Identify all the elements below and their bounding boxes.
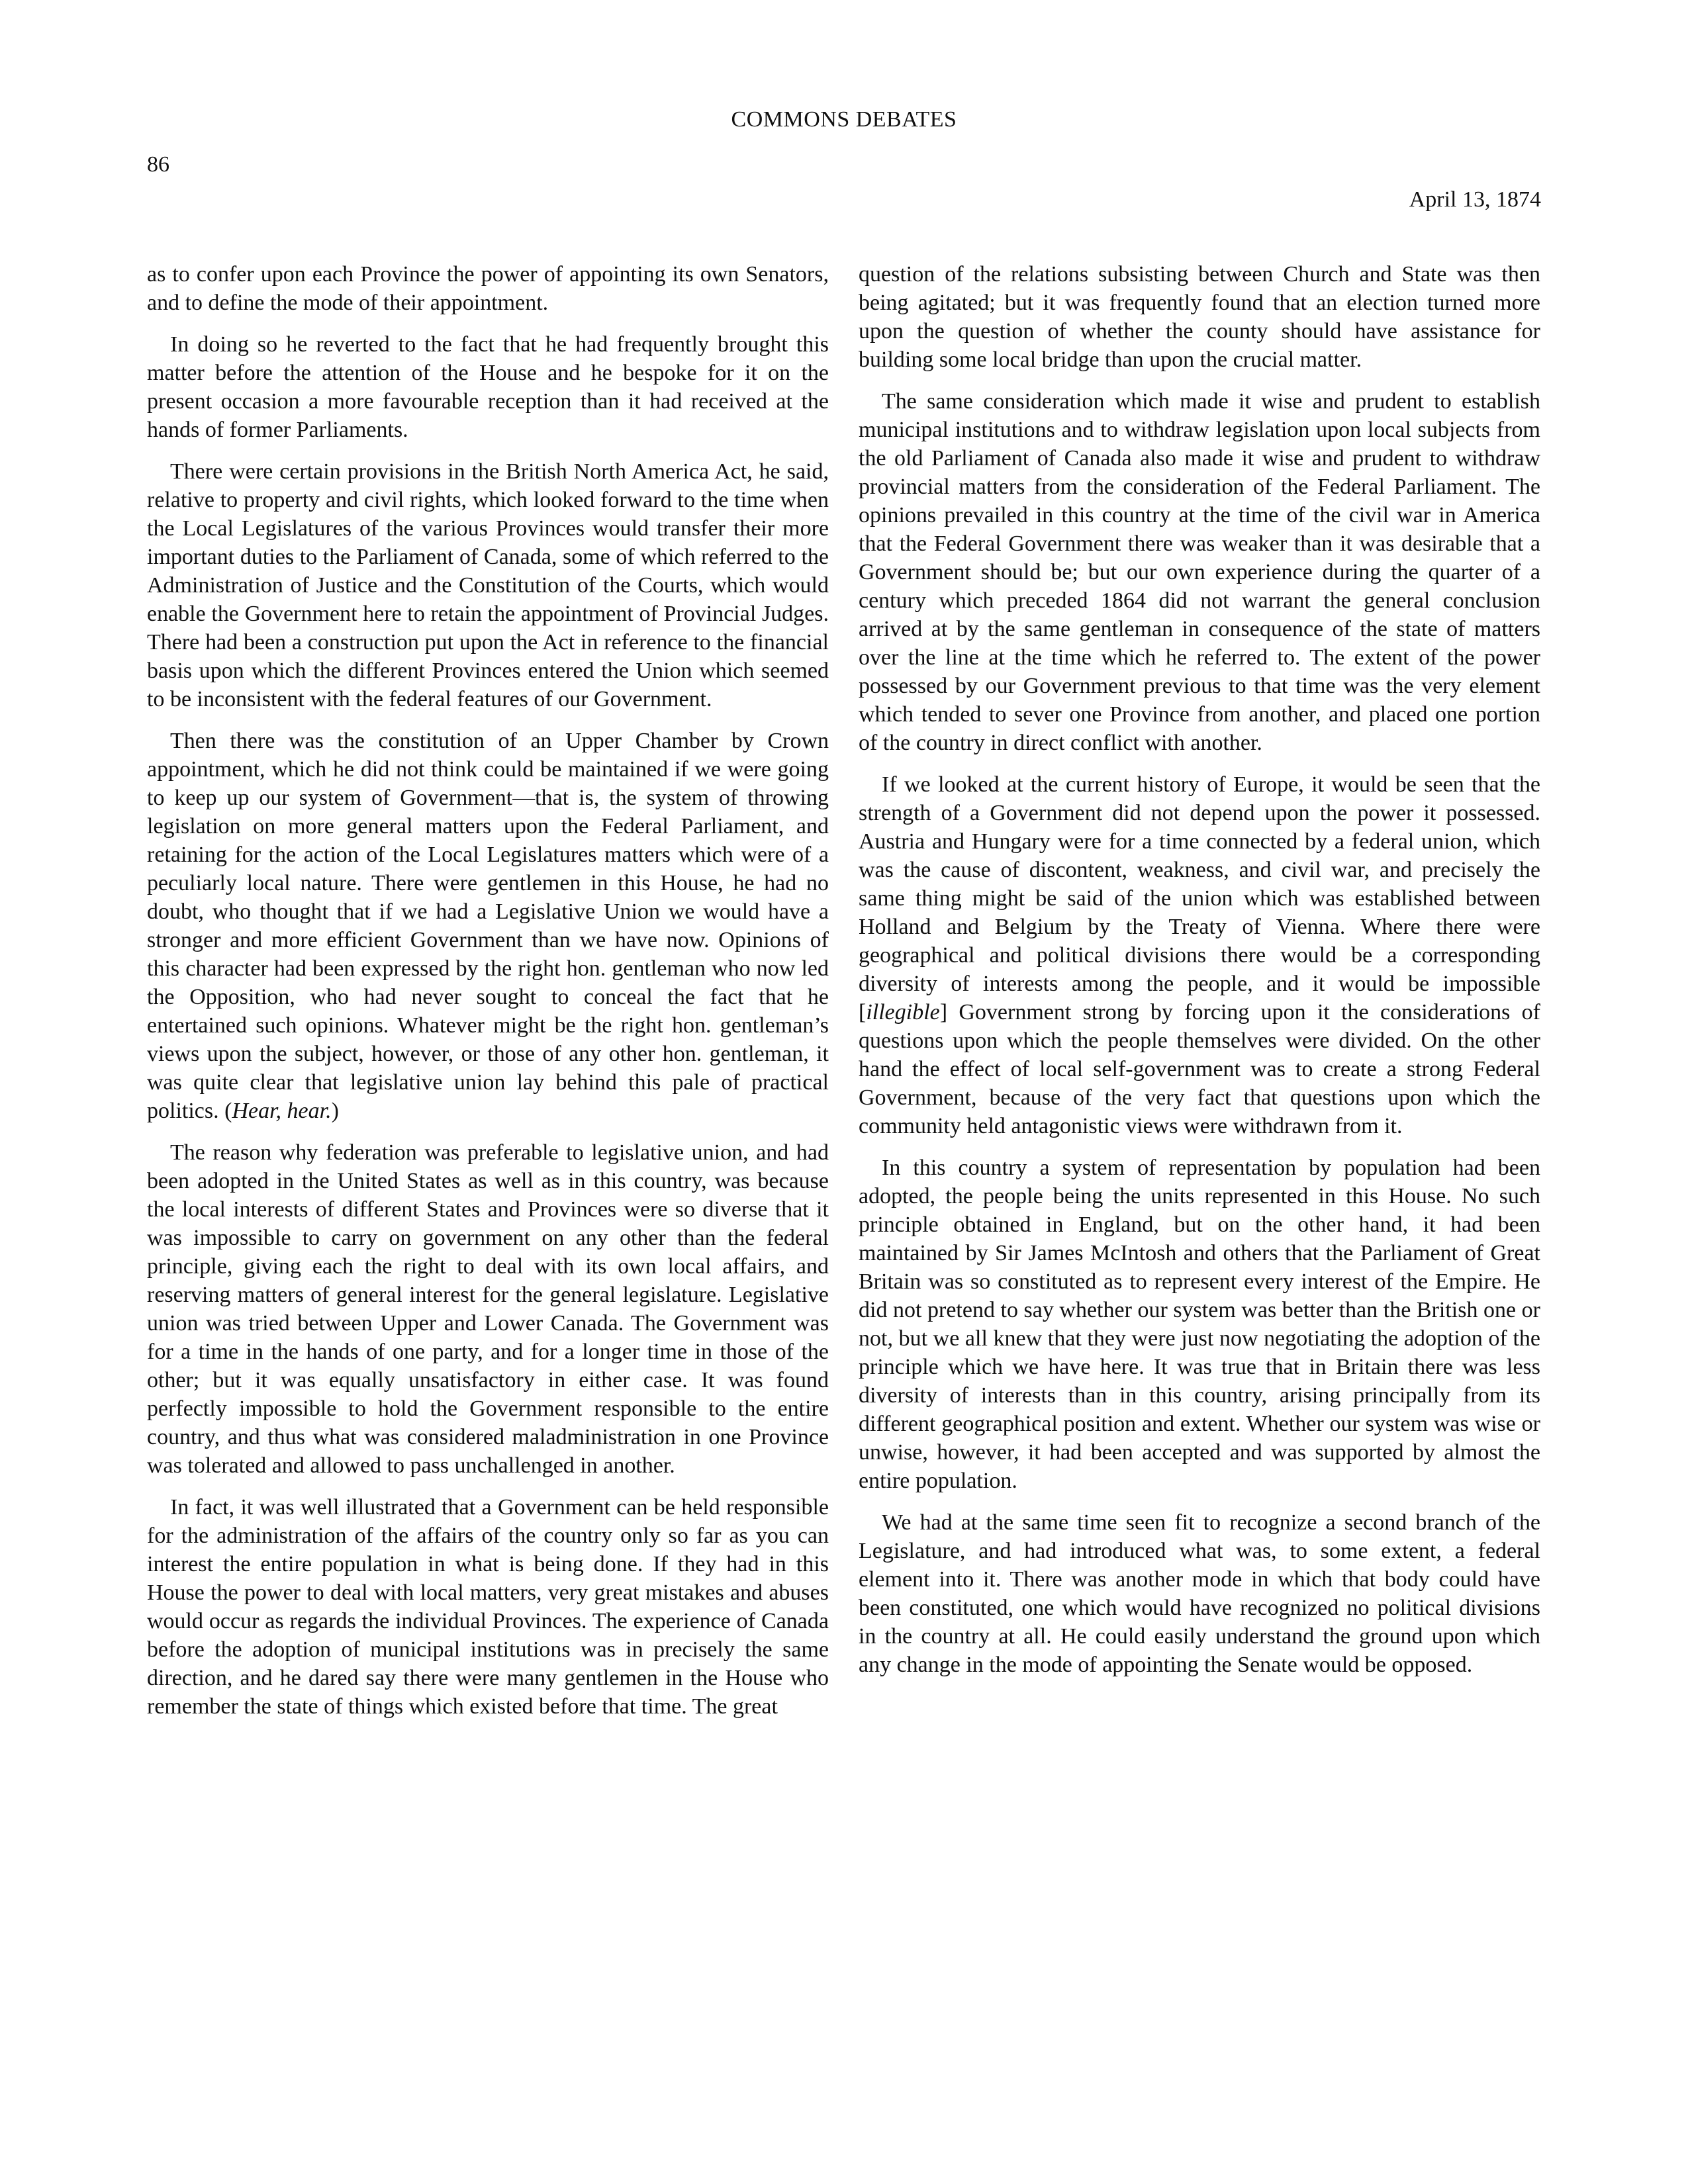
paragraph: In fact, it was well illustrated that a Government can be held responsible for the administration of the affairs of the country only so far as you can interest the entire population in what is being done. If they had in this House the power to deal with local matters, very great mistakes and abuses would occur as regards the individual Provinces. The experience of Canada before the adoption of municipal institutions was in precisely the same direction, and he dared say there were many gentlemen in the House who remember the state of things which existed before that time. The great [147,1495,829,1719]
left-column [147,260,829,1734]
page-header-title: COMMONS DEBATES [731,107,957,132]
paragraph: as to confer upon each Province the power of appointing its own Senators, and to define the mode of their appointment. [147,262,829,315]
right-column [859,260,1540,1692]
paragraph: If we looked at the current history of Europe, it would be seen that the strength of a Government did not depend upon the power it possessed. Austria and Hungary were for a time connected by a federal union, which was the cause of discontent, weakness, and civil war, and precisely the same thing might be said of the union which was established between Holland and Belgium by the Treaty of Vienna. Where there were geographical and political divisions there would be a corresponding diversity of interests among the people, and it would be impossible [illegible] Government strong by forcing upon it the considerations of questions upon which the people themselves were divided. On the other hand the effect of local self-government was to create a strong Federal Government, because of the very fact that questions upon which the community held antagonistic views were withdrawn from it. [859,772,1540,1138]
paragraph: In doing so he reverted to the fact that he had frequently brought this matter before the attention of the House and he bespoke for it on the present occasion a more favourable reception than it had received at the hands of former Parliaments. [147,332,829,442]
italic-aside: Hear, hear. [232,1099,332,1123]
paragraph: We had at the same time seen fit to recognize a second branch of the Legislature, and had introduced what was, to some extent, a federal element into it. There was another mode in which that body could have been constituted, one which would have recognized no political divisions in the country at all. He could easily understand the ground upon which any change in the mode of appointing the Senate would be opposed. [859,1510,1540,1677]
paragraph: The reason why federation was preferable to legislative union, and had been adopted in the United States as well as in this country, was because the local interests of different States and Provinces were so diverse that it was impossible to carry on government on any other than the federal principle, giving each the right to deal with its own local affairs, and reserving matters of general interest for the general legislature. Legislative union was tried between Upper and Lower Canada. The Government was for a time in the hands of one party, and for a longer time in those of the other; but it was equally unsatisfactory in either case. It was found perfectly impossible to hold the Government responsible to the entire country, and thus what was considered maladministration in one Province was tolerated and allowed to pass unchallenged in another. [147,1140,829,1478]
page-number: 86 [147,152,169,177]
italic-illegible: illegible [866,1000,940,1024]
paragraph: question of the relations subsisting between Church and State was then being agitated; but it was frequently found that an election turned more upon the question of whether the county should have assistance for building some local bridge than upon the crucial matter. [859,262,1540,372]
page-date: April 13, 1874 [1409,187,1541,212]
paragraph: The same consideration which made it wise and prudent to establish municipal institutions and to withdraw legislation upon local subjects from the old Parliament of Canada also made it wise and prudent to withdraw provincial matters from the consideration of the Federal Parliament. The opinions prevailed in this country at the time of the civil war in America that the Federal Government there was weaker than it was desirable that a Government should be; but our own experience during the quarter of a century which preceded 1864 did not warrant the general conclusion arrived at by the same gentleman in consequence of the state of matters over the line at the time which he referred to. The extent of the power possessed by our Government previous to that time was the very element which tended to sever one Province from another, and placed one portion of the country in direct conflict with another. [859,389,1540,755]
paragraph: Then there was the constitution of an Upper Chamber by Crown appointment, which he did not think could be maintained if we were going to keep up our system of Government—that is, the system of throwing legislation on more general matters upon the Federal Parliament, and retaining for the action of the Local Legislatures matters which were of a peculiarly local nature. There were gentlemen in this House, he had no doubt, who thought that if we had a Legislative Union we would have a stronger and more efficient Government than we have now. Opinions of this character had been expressed by the right hon. gentleman who now led the Opposition, who had never sought to conceal the fact that he entertained such opinions. Whatever might be the right hon. gentleman’s views upon the subject, however, or those of any other hon. gentleman, it was quite clear that legislative union lay behind this pale of practical politics. (Hear, hear.) [147,729,829,1123]
paragraph: In this country a system of representation by population had been adopted, the people being the units represented in this House. No such principle obtained in England, but on the other hand, it had been maintained by Sir James McIntosh and others that the Parliament of Great Britain was so constituted as to represent every interest of the Empire. He did not pretend to say whether our system was better than the British one or not, but we all knew that they were just now negotiating the adoption of the principle which we have here. It was true that in Britain there was less diversity of interests than in this country, arising principally from its different geographical position and extent. Whether our system was wise or unwise, however, it had been accepted and was supported by almost the entire population. [859,1156,1540,1493]
paragraph: There were certain provisions in the British North America Act, he said, relative to property and civil rights, which looked forward to the time when the Local Legislatures of the various Provinces would transfer their more important duties to the Parliament of Canada, some of which referred to the Administration of Justice and the Constitution of the Courts, which would enable the Government here to retain the appointment of Provincial Judges. There had been a construction put upon the Act in reference to the financial basis upon which the different Provinces entered the Union which seemed to be inconsistent with the federal features of our Government. [147,459,829,711]
